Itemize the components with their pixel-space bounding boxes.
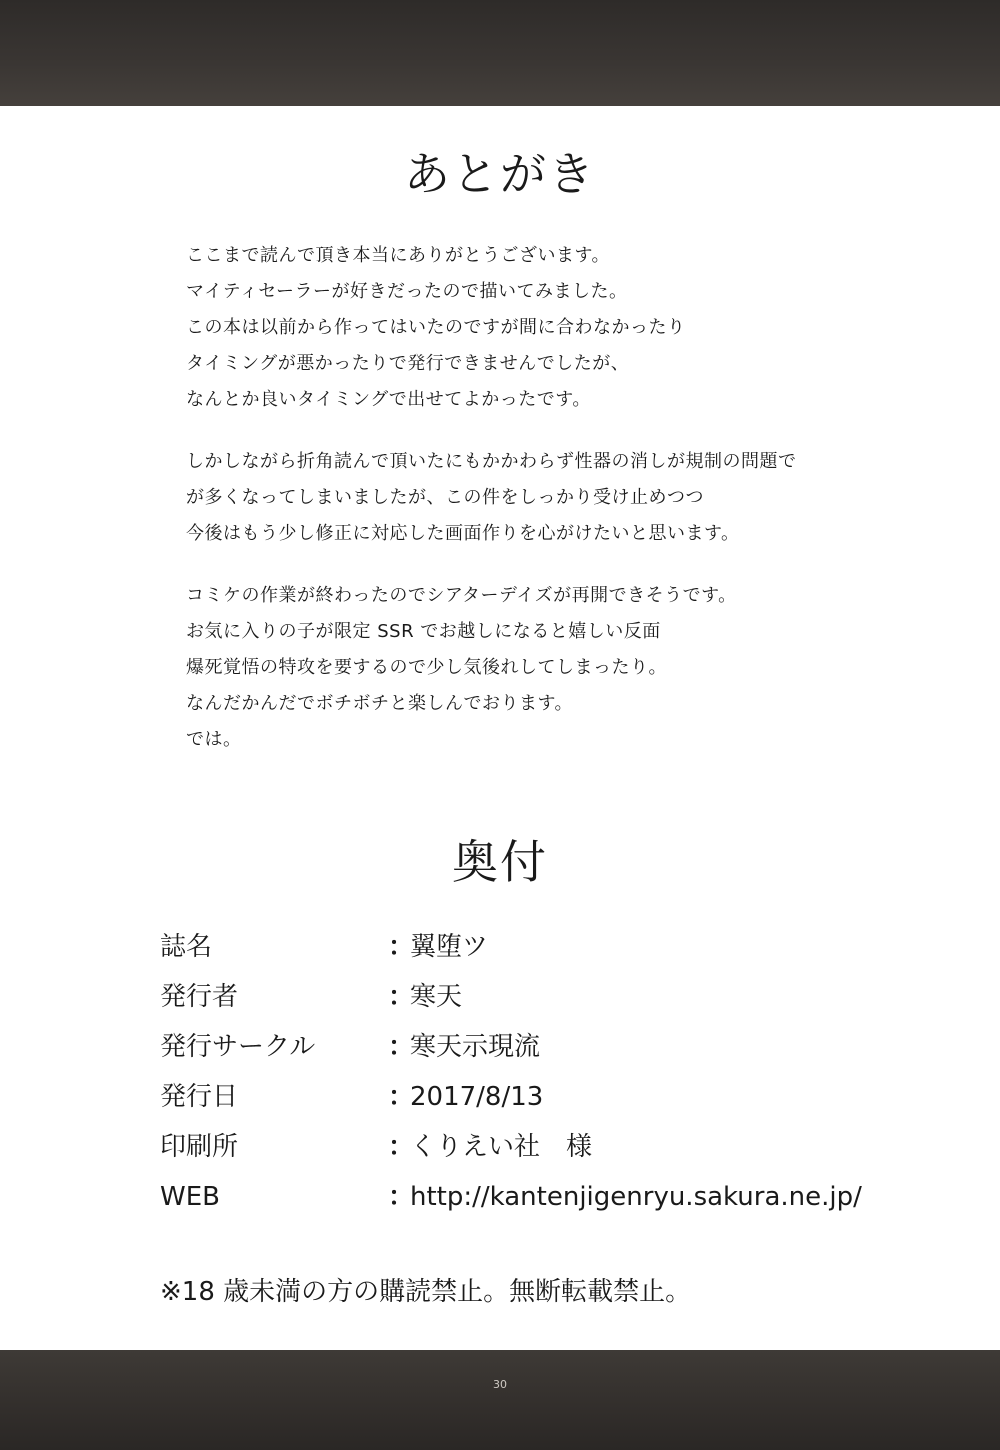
colophon-label: WEB (160, 1182, 220, 1212)
colophon-colon: ： (388, 982, 415, 1012)
colophon-table (160, 922, 880, 1222)
afterword-line: 爆死覚悟の特攻を要するので少し気後れしてしまったり。 (186, 657, 667, 678)
afterword-line: この本は以前から作ってはいたのですが間に合わなかったり (186, 317, 686, 338)
afterword-line: お気に入りの子が限定 SSR でお越しになると嬉しい反面 (186, 621, 661, 642)
colophon-row-circle (160, 1022, 880, 1072)
colophon-colon: ： (388, 932, 415, 962)
afterword-line: 今後はもう少し修正に対応した画面作りを心がけたいと思います。 (186, 523, 740, 544)
colophon-web-link: http://kantenjigenryu.sakura.ne.jp/ (410, 1182, 862, 1212)
colophon-row-printer (160, 1122, 880, 1172)
colophon-label: 発行日 (160, 1082, 239, 1112)
colophon-row-web (160, 1172, 880, 1222)
afterword-line: しかしながら折角読んで頂いたにもかかわらず性器の消しが規制の問題で (186, 451, 797, 472)
afterword-line: なんだかんだでボチボチと楽しんでおります。 (186, 693, 574, 714)
colophon-row-date (160, 1072, 880, 1122)
afterword-line: コミケの作業が終わったのでシアターデイズが再開できそうです。 (186, 585, 737, 606)
afterword-line: では。 (186, 729, 242, 750)
bottom-dark-band (0, 1350, 1000, 1450)
colophon-row-publisher (160, 972, 880, 1022)
colophon-title: 奥付 (452, 835, 548, 889)
afterword-line: が多くなってしまいましたが、この件をしっかり受け止めつつ (186, 487, 704, 508)
colophon-value: 翼堕ツ (410, 932, 489, 962)
afterword-paragraph (186, 444, 886, 552)
afterword-paragraph (186, 578, 886, 758)
colophon-value: 寒天 (410, 982, 463, 1012)
colophon-colon: ： (388, 1182, 415, 1212)
colophon-value: 寒天示現流 (410, 1032, 541, 1062)
afterword-line: タイミングが悪かったりで発行できませんでしたが、 (186, 353, 630, 374)
page-number: 30 (493, 1378, 507, 1391)
afterword-paragraph (186, 238, 886, 418)
colophon-label: 発行サークル (160, 1032, 316, 1062)
colophon-label: 誌名 (160, 932, 213, 962)
colophon-label: 印刷所 (160, 1132, 239, 1162)
colophon-value: くりえい社 様 (410, 1132, 593, 1162)
afterword-body (186, 238, 886, 784)
age-restriction-notice: ※18 歳未満の方の購読禁止。無断転載禁止。 (160, 1277, 692, 1307)
afterword-line: なんとか良いタイミングで出せてよかったです。 (186, 389, 591, 410)
afterword-line: マイティセーラーが好きだったので描いてみました。 (186, 281, 628, 302)
afterword-line: ここまで読んで頂き本当にありがとうございます。 (186, 245, 611, 266)
top-dark-band (0, 0, 1000, 106)
colophon-colon: ： (388, 1082, 415, 1112)
colophon-colon: ： (388, 1132, 415, 1162)
afterword-title: あとがき (404, 147, 596, 201)
colophon-row-title (160, 922, 880, 972)
colophon-colon: ： (388, 1032, 415, 1062)
colophon-label: 発行者 (160, 982, 239, 1012)
colophon-value: 2017/8/13 (410, 1082, 544, 1112)
